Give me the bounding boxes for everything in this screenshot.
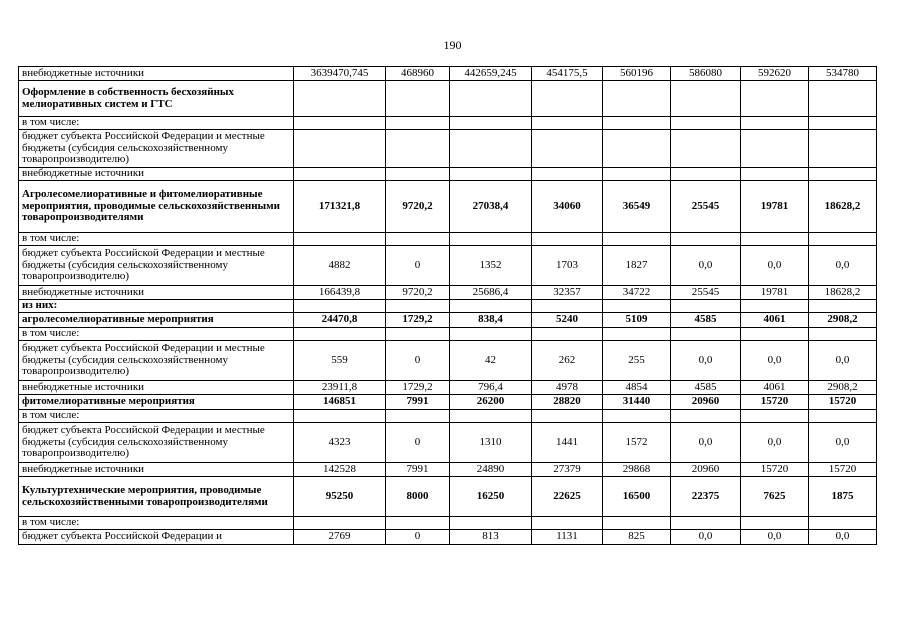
- value-cell: 171321,8: [294, 181, 386, 233]
- value-cell: [809, 81, 877, 117]
- table-row: [19, 530, 877, 545]
- value-cell: 442659,245: [450, 67, 532, 81]
- value-cell: 0: [386, 423, 450, 463]
- table-row: [19, 313, 877, 328]
- value-cell: [450, 517, 532, 530]
- value-cell: 15720: [809, 463, 877, 477]
- value-cell: [809, 517, 877, 530]
- value-cell: [294, 233, 386, 246]
- value-cell: 5109: [603, 313, 671, 328]
- value-cell: 19781: [741, 286, 809, 300]
- value-cell: 34722: [603, 286, 671, 300]
- value-cell: 0,0: [809, 530, 877, 545]
- value-cell: 27379: [532, 463, 603, 477]
- value-cell: [741, 300, 809, 313]
- value-cell: [809, 300, 877, 313]
- table-row: [19, 300, 877, 313]
- value-cell: 34060: [532, 181, 603, 233]
- value-cell: [532, 81, 603, 117]
- value-cell: [809, 233, 877, 246]
- value-cell: [809, 117, 877, 130]
- value-cell: 262: [532, 341, 603, 381]
- value-cell: 586080: [671, 67, 741, 81]
- value-cell: 20960: [671, 463, 741, 477]
- value-cell: [603, 517, 671, 530]
- value-cell: [603, 328, 671, 341]
- table-row: [19, 423, 877, 463]
- row-label: внебюджетные источники: [19, 381, 294, 395]
- value-cell: 0,0: [741, 423, 809, 463]
- table-row: [19, 67, 877, 81]
- value-cell: 0,0: [741, 341, 809, 381]
- table-row: [19, 328, 877, 341]
- value-cell: [671, 233, 741, 246]
- row-label: бюджет субъекта Российской Федерации и местные бюджеты (субсидия сельскохозяйственному товаропроизводителю): [19, 341, 294, 381]
- value-cell: 24890: [450, 463, 532, 477]
- value-cell: [671, 81, 741, 117]
- value-cell: 1352: [450, 246, 532, 286]
- value-cell: [603, 81, 671, 117]
- value-cell: [532, 168, 603, 181]
- value-cell: 25686,4: [450, 286, 532, 300]
- value-cell: 1729,2: [386, 313, 450, 328]
- row-label: Культуртехнические мероприятия, проводимые сельскохозяйственными товаропроизводителями: [19, 477, 294, 517]
- value-cell: 0,0: [809, 341, 877, 381]
- value-cell: 1131: [532, 530, 603, 545]
- value-cell: [386, 233, 450, 246]
- value-cell: [671, 328, 741, 341]
- value-cell: 2908,2: [809, 381, 877, 395]
- value-cell: [671, 130, 741, 168]
- value-cell: 166439,8: [294, 286, 386, 300]
- value-cell: 20960: [671, 395, 741, 410]
- value-cell: [386, 517, 450, 530]
- value-cell: 146851: [294, 395, 386, 410]
- value-cell: [741, 130, 809, 168]
- value-cell: 36549: [603, 181, 671, 233]
- value-cell: 1310: [450, 423, 532, 463]
- row-label: Агролесомелиоративные и фитомелиоративные мероприятия, проводимые сельскохозяйственными товаропроизводителями: [19, 181, 294, 233]
- value-cell: [386, 300, 450, 313]
- value-cell: 9720,2: [386, 286, 450, 300]
- value-cell: 22625: [532, 477, 603, 517]
- value-cell: [450, 168, 532, 181]
- value-cell: [671, 168, 741, 181]
- table-row: [19, 117, 877, 130]
- budget-table: [18, 66, 877, 545]
- value-cell: [603, 168, 671, 181]
- row-label: в том числе:: [19, 117, 294, 130]
- value-cell: 0,0: [671, 423, 741, 463]
- value-cell: 560196: [603, 67, 671, 81]
- value-cell: [450, 300, 532, 313]
- table-row: [19, 517, 877, 530]
- value-cell: 1441: [532, 423, 603, 463]
- value-cell: 1703: [532, 246, 603, 286]
- value-cell: 1729,2: [386, 381, 450, 395]
- row-label: Оформление в собственность бесхозяйных мелиоративных систем и ГТС: [19, 81, 294, 117]
- value-cell: 0,0: [671, 246, 741, 286]
- value-cell: [809, 410, 877, 423]
- value-cell: 592620: [741, 67, 809, 81]
- value-cell: 4323: [294, 423, 386, 463]
- value-cell: [809, 130, 877, 168]
- value-cell: 0,0: [671, 341, 741, 381]
- value-cell: 1827: [603, 246, 671, 286]
- value-cell: [532, 328, 603, 341]
- value-cell: 28820: [532, 395, 603, 410]
- value-cell: [532, 300, 603, 313]
- value-cell: [450, 81, 532, 117]
- value-cell: [294, 130, 386, 168]
- value-cell: 468960: [386, 67, 450, 81]
- value-cell: 534780: [809, 67, 877, 81]
- value-cell: [741, 410, 809, 423]
- table-row: [19, 130, 877, 168]
- value-cell: 22375: [671, 477, 741, 517]
- value-cell: [671, 410, 741, 423]
- value-cell: 18628,2: [809, 286, 877, 300]
- value-cell: 4854: [603, 381, 671, 395]
- value-cell: [294, 517, 386, 530]
- value-cell: [294, 168, 386, 181]
- value-cell: 2908,2: [809, 313, 877, 328]
- value-cell: 1875: [809, 477, 877, 517]
- value-cell: 838,4: [450, 313, 532, 328]
- row-label: в том числе:: [19, 517, 294, 530]
- row-label: внебюджетные источники: [19, 463, 294, 477]
- value-cell: [386, 168, 450, 181]
- value-cell: [450, 328, 532, 341]
- value-cell: [532, 233, 603, 246]
- value-cell: [386, 81, 450, 117]
- value-cell: 42: [450, 341, 532, 381]
- value-cell: 7991: [386, 395, 450, 410]
- value-cell: [809, 168, 877, 181]
- value-cell: 15720: [741, 463, 809, 477]
- table-row: [19, 246, 877, 286]
- value-cell: 15720: [809, 395, 877, 410]
- value-cell: 27038,4: [450, 181, 532, 233]
- table-row: [19, 463, 877, 477]
- table-row: [19, 168, 877, 181]
- value-cell: [741, 81, 809, 117]
- value-cell: 559: [294, 341, 386, 381]
- value-cell: [450, 130, 532, 168]
- table-row: [19, 477, 877, 517]
- table-row: [19, 395, 877, 410]
- value-cell: 0: [386, 530, 450, 545]
- value-cell: 19781: [741, 181, 809, 233]
- value-cell: [603, 117, 671, 130]
- table-row: [19, 410, 877, 423]
- value-cell: [603, 410, 671, 423]
- value-cell: 2769: [294, 530, 386, 545]
- value-cell: 0,0: [741, 246, 809, 286]
- value-cell: [741, 233, 809, 246]
- value-cell: [671, 300, 741, 313]
- value-cell: 0,0: [671, 530, 741, 545]
- value-cell: 7625: [741, 477, 809, 517]
- value-cell: [386, 117, 450, 130]
- value-cell: 4061: [741, 381, 809, 395]
- value-cell: 31440: [603, 395, 671, 410]
- value-cell: [603, 130, 671, 168]
- table-row: [19, 233, 877, 246]
- value-cell: [809, 328, 877, 341]
- table-row: [19, 181, 877, 233]
- row-label: в том числе:: [19, 328, 294, 341]
- value-cell: 454175,5: [532, 67, 603, 81]
- value-cell: 1572: [603, 423, 671, 463]
- value-cell: 255: [603, 341, 671, 381]
- value-cell: [450, 117, 532, 130]
- value-cell: 16500: [603, 477, 671, 517]
- value-cell: 825: [603, 530, 671, 545]
- row-label: бюджет субъекта Российской Федерации и местные бюджеты (субсидия сельскохозяйственному товаропроизводителю): [19, 423, 294, 463]
- value-cell: 95250: [294, 477, 386, 517]
- value-cell: [294, 117, 386, 130]
- value-cell: [450, 233, 532, 246]
- value-cell: 9720,2: [386, 181, 450, 233]
- value-cell: 4585: [671, 313, 741, 328]
- value-cell: 26200: [450, 395, 532, 410]
- value-cell: 23911,8: [294, 381, 386, 395]
- value-cell: 29868: [603, 463, 671, 477]
- value-cell: 16250: [450, 477, 532, 517]
- value-cell: 32357: [532, 286, 603, 300]
- value-cell: 25545: [671, 181, 741, 233]
- table-row: [19, 286, 877, 300]
- row-label: бюджет субъекта Российской Федерации и местные бюджеты (субсидия сельскохозяйственному товаропроизводителю): [19, 130, 294, 168]
- value-cell: [532, 130, 603, 168]
- value-cell: [294, 81, 386, 117]
- value-cell: [603, 233, 671, 246]
- value-cell: 4978: [532, 381, 603, 395]
- value-cell: [386, 410, 450, 423]
- row-label: внебюджетные источники: [19, 286, 294, 300]
- row-label: в том числе:: [19, 233, 294, 246]
- value-cell: 15720: [741, 395, 809, 410]
- value-cell: 7991: [386, 463, 450, 477]
- value-cell: 0,0: [809, 423, 877, 463]
- value-cell: [603, 300, 671, 313]
- value-cell: [532, 117, 603, 130]
- value-cell: 0,0: [809, 246, 877, 286]
- value-cell: [671, 517, 741, 530]
- row-label: фитомелиоративные мероприятия: [19, 395, 294, 410]
- value-cell: [294, 300, 386, 313]
- row-label: бюджет субъекта Российской Федерации и: [19, 530, 294, 545]
- value-cell: 24470,8: [294, 313, 386, 328]
- row-label: внебюджетные источники: [19, 67, 294, 81]
- value-cell: [741, 168, 809, 181]
- value-cell: 25545: [671, 286, 741, 300]
- value-cell: 0,0: [741, 530, 809, 545]
- page-number: 190: [443, 38, 462, 52]
- table-row: [19, 381, 877, 395]
- value-cell: 0: [386, 341, 450, 381]
- value-cell: [294, 328, 386, 341]
- row-label: агролесомелиоративные мероприятия: [19, 313, 294, 328]
- value-cell: 813: [450, 530, 532, 545]
- table-row: [19, 81, 877, 117]
- value-cell: [294, 410, 386, 423]
- value-cell: 4061: [741, 313, 809, 328]
- value-cell: [532, 410, 603, 423]
- value-cell: [386, 130, 450, 168]
- table-row: [19, 341, 877, 381]
- value-cell: 4882: [294, 246, 386, 286]
- value-cell: 18628,2: [809, 181, 877, 233]
- row-label: в том числе:: [19, 410, 294, 423]
- value-cell: 8000: [386, 477, 450, 517]
- value-cell: [532, 517, 603, 530]
- value-cell: [386, 328, 450, 341]
- value-cell: 4585: [671, 381, 741, 395]
- value-cell: [741, 328, 809, 341]
- value-cell: [450, 410, 532, 423]
- row-label: внебюджетные источники: [19, 168, 294, 181]
- value-cell: 796,4: [450, 381, 532, 395]
- row-label: бюджет субъекта Российской Федерации и местные бюджеты (субсидия сельскохозяйственному товаропроизводителю): [19, 246, 294, 286]
- value-cell: 5240: [532, 313, 603, 328]
- value-cell: [741, 517, 809, 530]
- value-cell: [741, 117, 809, 130]
- value-cell: 0: [386, 246, 450, 286]
- row-label: из них:: [19, 300, 294, 313]
- value-cell: 142528: [294, 463, 386, 477]
- value-cell: [671, 117, 741, 130]
- value-cell: 3639470,745: [294, 67, 386, 81]
